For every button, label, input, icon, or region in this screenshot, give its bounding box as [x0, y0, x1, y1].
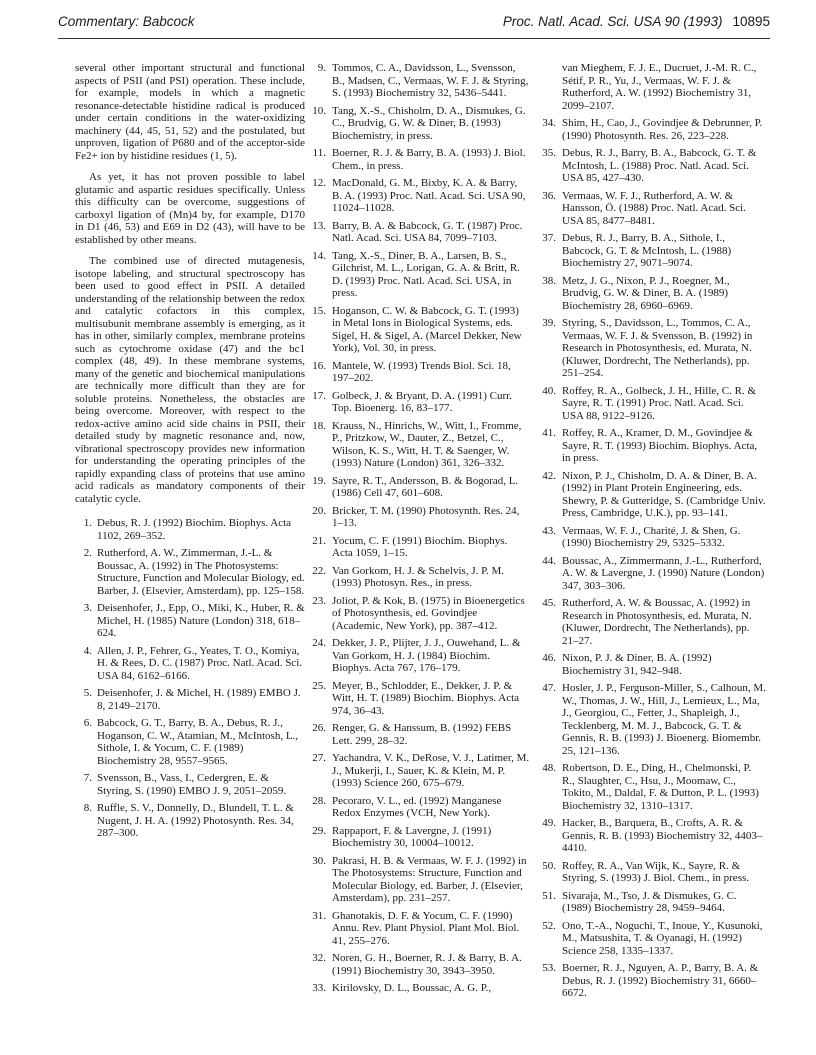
- reference-number: 20.: [312, 504, 326, 517]
- reference-number: 46.: [542, 652, 556, 664]
- reference-number: 2.: [83, 547, 92, 559]
- reference-number: 42.: [542, 469, 556, 482]
- reference-item: [308, 305, 530, 355]
- reference-item: [75, 802, 305, 840]
- reference-text: Meyer, B., Schlodder, E., Dekker, J. P. & Witt, H. T. (1989) Biochim. Biophys. Acta 974, 36–43.: [332, 679, 520, 717]
- reference-number: 19.: [312, 474, 326, 487]
- reference-number: 7.: [83, 772, 92, 784]
- reference-number: 25.: [312, 679, 326, 692]
- reference-text: Van Gorkom, H. J. & Schelvis, J. P. M. (1993) Photosyn. Res., in press.: [332, 564, 505, 589]
- reference-text: Metz, J. G., Nixon, P. J., Roegner, M., Brudvig, G. W. & Diner, B. A. (1989) Biochemistry 28, 6960–6969.: [562, 274, 730, 312]
- reference-number: 28.: [312, 794, 326, 807]
- reference-number: 45.: [542, 597, 556, 609]
- reference-number: 4.: [83, 644, 92, 657]
- reference-text: Ghanotakis, D. F. & Yocum, C. F. (1990) Annu. Rev. Plant Physiol. Plant Mol. Biol. 41, 255–276.: [332, 909, 520, 947]
- reference-item: [75, 772, 305, 797]
- reference-text: Deisenhofer, J. & Michel, H. (1989) EMBO J. 8, 2149–2170.: [97, 687, 301, 712]
- reference-number: 31.: [312, 909, 326, 922]
- reference-item: [308, 62, 530, 100]
- reference-item: [308, 795, 530, 820]
- reference-text: Boerner, R. J., Nguyen, A. P., Barry, B. A. & Debus, R. J. (1992) Biochemistry 31, 6660–6672.: [562, 962, 759, 999]
- reference-text: Nixon, P. J. & Diner, B. A. (1992) Biochemistry 31, 942–948.: [562, 652, 712, 677]
- reference-item: [308, 752, 530, 790]
- reference-text: Nixon, P. J., Chisholm, D. A. & Diner, B. A. (1992) in Plant Protein Engineering, eds. Shewry, P. & Gutteridge, S. (Cambridge Univ. Press, Cambridge, U.K.), pp. 93–141.: [562, 469, 766, 519]
- reference-item: [75, 517, 305, 542]
- reference-text: Krauss, N., Hinrichs, W., Witt, I., Fromme, P., Pritzkow, W., Dauter, Z., Betzel, C., Wilson, K. S., Witt, H. T. & Saenger, W. (1993) Nature (London) 361, 326–332.: [332, 419, 522, 469]
- header-journal-info: [503, 14, 770, 29]
- reference-item: [538, 232, 766, 270]
- column-2: [308, 62, 530, 1000]
- reference-number: 11.: [312, 147, 326, 159]
- reference-number: 34.: [542, 117, 556, 129]
- reference-item: [308, 250, 530, 300]
- reference-number: 6.: [83, 717, 92, 729]
- reference-continuation: van Mieghem, F. J. E., Ducruet, J.-M. R. C., Sétif, P. R., Yu, J., Vermaas, W. F. J. & Rutherford, A. W. (1992) Biochemistry 31, 2099–2107.: [562, 62, 757, 112]
- reference-item: [308, 147, 530, 172]
- reference-text: MacDonald, G. M., Bixby, K. A. & Barry, B. A. (1993) Proc. Natl. Acad. Sci. USA 90, 11024–11028.: [332, 177, 526, 214]
- reference-number: 38.: [542, 274, 556, 287]
- reference-item: [308, 220, 530, 245]
- reference-text: Allen, J. P., Fehrer, G., Yeates, T. O., Komiya, H. & Rees, D. C. (1987) Proc. Natl. Acad. Sci. USA 84, 6162–6166.: [97, 644, 302, 682]
- reference-item: [538, 920, 766, 958]
- reference-item: [538, 190, 766, 228]
- reference-text: Babcock, G. T., Barry, B. A., Debus, R. J., Hoganson, C. W., Atamian, M., McIntosh, L., Sithole, I. & Yocum, C. F. (1989) Biochemistry 28, 9557–9565.: [97, 717, 299, 767]
- reference-item: [538, 597, 766, 647]
- reference-item: [538, 147, 766, 185]
- reference-item: [75, 645, 305, 683]
- reference-item: [75, 602, 305, 640]
- body-paragraph: As yet, it has not proven possible to label glutamic and aspartic residues specifically. Unless this difficulty can be overcome, suggestions of carboxyl ligation of (Mn)4 by, for example, D170 in D1 (46, 53) and E69 in D2 (43), will have to be established by other means.: [75, 171, 305, 246]
- reference-text: Debus, R. J., Barry, B. A., Sithole, I., Babcock, G. T. & McIntosh, L. (1988) Biochemistry 27, 9071–9074.: [562, 232, 732, 269]
- reference-item: [308, 535, 530, 560]
- reference-number: 43.: [542, 524, 556, 537]
- reference-text: Mantele, W. (1993) Trends Biol. Sci. 18, 197–202.: [332, 359, 511, 384]
- reference-number: 23.: [312, 594, 326, 607]
- reference-text: Tang, X.-S., Diner, B. A., Larsen, B. S., Gilchrist, M. L., Lorigan, G. A. & Britt, R. D. (1993) Proc. Natl. Acad. Sci. USA, in press.: [332, 249, 520, 299]
- reference-item: [538, 762, 766, 812]
- reference-item: [538, 817, 766, 855]
- reference-number: 52.: [542, 919, 556, 932]
- reference-number: 10.: [312, 104, 326, 117]
- reference-text: Debus, R. J., Barry, B. A., Babcock, G. T. & McIntosh, L. (1988) Proc. Natl. Acad. Sci. USA 85, 427–430.: [562, 147, 757, 184]
- reference-item: [308, 952, 530, 977]
- reference-text: Tommos, C. A., Davidsson, L., Svensson, B., Madsen, C., Vermaas, W. F. J. & Styring, S. (1993) Biochemistry 32, 5436–5441.: [332, 62, 529, 99]
- reference-list: [308, 62, 530, 995]
- reference-text: Roffey, R. A., Kramer, D. M., Govindjee & Sayre, R. T. (1993) Biochim. Biophys. Acta, in press.: [562, 427, 758, 464]
- reference-text: Sivaraja, M., Tso, J. & Dismukes, G. C. (1989) Biochemistry 28, 9459–9464.: [562, 889, 737, 914]
- reference-number: 40.: [542, 384, 556, 397]
- reference-text: Roffey, R. A., Golbeck, J. H., Hille, C. R. & Sayre, R. T. (1991) Proc. Natl. Acad. Sci. USA 88, 9122–9126.: [562, 384, 757, 422]
- reference-item: [538, 275, 766, 313]
- reference-text: Barry, B. A. & Babcock, G. T. (1987) Proc. Natl. Acad. Sci. USA 84, 7099–7103.: [332, 219, 523, 244]
- reference-list: [538, 117, 766, 1000]
- reference-number: 21.: [312, 534, 326, 547]
- reference-text: Golbeck, J. & Bryant, D. A. (1991) Curr. Top. Bioenerg. 16, 83–177.: [332, 389, 512, 414]
- header-rule: [58, 38, 770, 39]
- column-1: [75, 62, 305, 845]
- running-header: [58, 14, 770, 36]
- reference-item: [538, 652, 766, 677]
- reference-text: Shim, H., Cao, J., Govindjee & Debrunner, P. (1990) Photosynth. Res. 26, 223–228.: [562, 117, 763, 142]
- reference-number: 27.: [312, 752, 326, 764]
- reference-text: Boussac, A., Zimmermann, J.-L., Rutherford, A. W. & Lavergne, J. (1990) Nature (London) 347, 303–306.: [562, 554, 765, 592]
- reference-number: 14.: [312, 249, 326, 262]
- reference-text: Kirilovsky, D. L., Boussac, A. G. P.,: [332, 982, 492, 994]
- reference-number: 47.: [542, 682, 556, 694]
- reference-number: 26.: [312, 722, 326, 734]
- reference-number: 3.: [83, 602, 92, 614]
- reference-number: 35.: [542, 147, 556, 159]
- reference-item: [308, 177, 530, 215]
- reference-item: [538, 427, 766, 465]
- reference-text: Robertson, D. E., Ding, H., Chelmonski, P. R., Slaughter, C., Hsu, J., Moomaw, C., Tokito, M., Daldal, F. & Dutton, P. L. (1993) Biochemistry 32, 1310–1317.: [562, 762, 759, 812]
- header-page-number: 10895: [732, 14, 770, 29]
- reference-text: Pakrasi, H. B. & Vermaas, W. F. J. (1992) in The Photosystems: Structure, Function and Molecular Biology, ed. Barber, J. (Elsevier, Amsterdam), pp. 231–257.: [332, 854, 527, 904]
- reference-text: Ono, T.-A., Noguchi, T., Inoue, Y., Kusunoki, M., Matsushita, T. & Oyanagi, H. (1992) Science 258, 1335–1337.: [562, 919, 763, 957]
- reference-item: [538, 860, 766, 885]
- reference-text: Hosler, J. P., Ferguson-Miller, S., Calhoun, M. W., Thomas, J. W., Hill, J., Lemieux, L., Ma, J., Georgiou, C., Fetter, J., Shapleigh, J., Tecklenberg, M. M. J., Babcock, G. T. & Gennis, R. B. (1993) J. Bioenerg. Biomembr. 25, 121–136.: [562, 682, 766, 757]
- reference-item: [75, 547, 305, 597]
- reference-number: 18.: [312, 419, 326, 432]
- reference-text: Vermaas, W. F. J., Charité, J. & Shen, G. (1990) Biochemistry 29, 5325–5332.: [562, 524, 741, 549]
- reference-text: Rutherford, A. W. & Boussac, A. (1992) in Research in Photosynthesis, ed. Murata, N. (Kluwer, Dordrecht, The Netherlands), pp. 21–27.: [562, 597, 752, 647]
- reference-item: [308, 565, 530, 590]
- reference-text: Pecoraro, V. L., ed. (1992) Manganese Redox Enzymes (VCH, New York).: [332, 794, 502, 819]
- reference-number: 13.: [312, 219, 326, 232]
- reference-number: 30.: [312, 854, 326, 867]
- reference-text: Roffey, R. A., Van Wijk, K., Sayre, R. & Styring, S. (1993) J. Biol. Chem., in press.: [562, 859, 750, 884]
- reference-number: 41.: [542, 427, 556, 439]
- reference-item: [75, 717, 305, 767]
- reference-item: [308, 360, 530, 385]
- reference-number: 53.: [542, 962, 556, 974]
- reference-item: [308, 910, 530, 948]
- reference-item: [538, 117, 766, 142]
- reference-text: Vermaas, W. F. J., Rutherford, A. W. & Hansson, Ö. (1988) Proc. Natl. Acad. Sci. USA 85, 8477–8481.: [562, 189, 746, 227]
- reference-item: [538, 470, 766, 520]
- reference-text: Rappaport, F. & Lavergne, J. (1991) Biochemistry 30, 10004–10012.: [332, 824, 492, 849]
- reference-number: 48.: [542, 762, 556, 774]
- reference-text: Joliot, P. & Kok, B. (1975) in Bioenergetics of Photosynthesis, ed. Govindjee (Academic, New York), pp. 387–412.: [332, 594, 525, 632]
- reference-item: [308, 825, 530, 850]
- reference-text: Noren, G. H., Boerner, R. J. & Barry, B. A. (1991) Biochemistry 30, 3943–3950.: [332, 952, 522, 977]
- header-journal: Proc. Natl. Acad. Sci. USA 90 (1993): [502, 14, 723, 29]
- reference-text: Debus, R. J. (1992) Biochim. Biophys. Acta 1102, 269–352.: [97, 517, 292, 542]
- reference-number: 49.: [542, 817, 556, 829]
- reference-item: [308, 420, 530, 470]
- reference-number: 29.: [312, 824, 326, 837]
- reference-item: [308, 722, 530, 747]
- reference-item: [538, 385, 766, 423]
- reference-number: 12.: [312, 177, 326, 189]
- reference-list: [75, 517, 305, 840]
- reference-number: 5.: [83, 687, 92, 699]
- reference-number: 36.: [542, 189, 556, 202]
- reference-text: Bricker, T. M. (1990) Photosynth. Res. 24, 1–13.: [332, 504, 520, 529]
- reference-item: [538, 890, 766, 915]
- reference-item: [308, 595, 530, 633]
- reference-number: 17.: [312, 389, 326, 402]
- body-paragraph: The combined use of directed mutagenesis, isotope labeling, and structural spectroscopy has been used to good effect in PSII. A detailed understanding of the relationship between the redox and catalytic cofactors in this complex, multisubunit membrane assembly is emerging, as it has in other, similarly complex, membrane proteins such as cytochrome oxidase (47) and the bc1 complex (48, 49). In these membrane systems, many of the genetic and biochemical manipulations are technically more difficult than they are for soluble proteins. Nonetheless, the obstacles are being overcome. Moreover, with respect to the redox-active amino acid side chains in PSII, their detailed study by magnetic resonance and, now, vibrational spectroscopy provides new information for understanding the operating principles of the rapidly expanding class of proteins that use amino acid radicals as mandatory components of their catalytic cycle.: [75, 255, 305, 505]
- reference-text: Dekker, J. P., Plijter, J. J., Ouwehand, L. & Van Gorkom, H. J. (1984) Biochim. Biophys. Acta 767, 176–179.: [332, 637, 521, 674]
- reference-item: [538, 525, 766, 550]
- reference-item: [538, 962, 766, 1000]
- reference-number: 22.: [312, 564, 326, 577]
- reference-text: Rutherford, A. W., Zimmerman, J.-L. & Boussac, A. (1992) in The Photosystems: Structure, Function and Molecular Biology, ed. Barber, J. (Elsevier, Amsterdam), pp. 125–158.: [97, 547, 305, 597]
- reference-item: [308, 982, 530, 995]
- reference-item: [308, 637, 530, 675]
- reference-number: 37.: [542, 232, 556, 244]
- reference-number: 44.: [542, 554, 556, 567]
- reference-number: 32.: [312, 952, 326, 964]
- reference-number: 39.: [542, 317, 556, 329]
- reference-item: [308, 680, 530, 718]
- reference-text: Deisenhofer, J., Epp, O., Miki, K., Huber, R. & Michel, H. (1985) Nature (London) 318, 618–624.: [97, 602, 305, 639]
- reference-item: [308, 105, 530, 143]
- reference-text: Svensson, B., Vass, I., Cedergren, E. & Styring, S. (1990) EMBO J. 9, 2051–2059.: [97, 772, 287, 797]
- reference-item: [308, 855, 530, 905]
- reference-text: Yachandra, V. K., DeRose, V. J., Latimer, M. J., Mukerji, I., Sauer, K. & Klein, M. P. (1993) Science 260, 675–679.: [332, 752, 530, 789]
- reference-number: 9.: [317, 62, 326, 74]
- reference-text: Tang, X.-S., Chisholm, D. A., Dismukes, G. C., Brudvig, G. W. & Diner, B. (1993) Biochemistry, in press.: [332, 104, 526, 142]
- reference-item: [75, 687, 305, 712]
- reference-item: [308, 505, 530, 530]
- reference-item: [538, 317, 766, 380]
- reference-text: Hoganson, C. W. & Babcock, G. T. (1993) in Metal Ions in Biological Systems, eds. Sigel, H. & Sigel, A. (Marcel Dekker, New York), Vol. 30, in press.: [332, 304, 522, 354]
- reference-text: Styring, S., Davidsson, L., Tommos, C. A., Vermaas, W. F. J. & Svensson, B. (1992) in Research in Photosynthesis, ed. Murata, N. (Kluwer, Dordrecht, The Netherlands), pp. 251–254.: [562, 317, 753, 379]
- header-section-title: Commentary: Babcock: [58, 14, 195, 29]
- reference-text: Sayre, R. T., Andersson, B. & Bogorad, L. (1986) Cell 47, 601–608.: [332, 474, 519, 499]
- body-paragraph: several other important structural and functional aspects of PSII (and PSI) operation. These include, for example, models in which a magnetic resonance-detectable histidine radical is produced under certain conditions in the water-oxidizing machinery (44, 45, 51, 52) and the postulated, but unproven, ligation of P680 and of the acceptor-side Fe2+ ion by histidine residues (1, 5).: [75, 62, 305, 162]
- reference-number: 1.: [83, 517, 92, 529]
- reference-text: Ruffle, S. V., Donnelly, D., Blundell, T. L. & Nugent, J. H. A. (1992) Photosynth. Res. 34, 287–300.: [97, 802, 294, 839]
- reference-number: 16.: [312, 359, 326, 372]
- reference-item: [308, 390, 530, 415]
- reference-text: Boerner, R. J. & Barry, B. A. (1993) J. Biol. Chem., in press.: [332, 147, 526, 172]
- reference-number: 24.: [312, 637, 326, 649]
- column-3: [538, 62, 766, 1005]
- reference-text: Yocum, C. F. (1991) Biochim. Biophys. Acta 1059, 1–15.: [332, 534, 508, 559]
- reference-number: 15.: [312, 304, 326, 317]
- reference-item: [538, 555, 766, 593]
- reference-item: [538, 682, 766, 757]
- reference-item: [308, 475, 530, 500]
- reference-number: 33.: [312, 982, 326, 994]
- reference-number: 8.: [83, 802, 92, 814]
- reference-number: 50.: [542, 859, 556, 872]
- reference-text: Renger, G. & Hanssum, B. (1992) FEBS Lett. 299, 28–32.: [332, 722, 512, 747]
- reference-text: Hacker, B., Barquera, B., Crofts, A. R. & Gennis, R. B. (1993) Biochemistry 32, 4403–4410.: [562, 817, 763, 854]
- reference-number: 51.: [542, 889, 556, 902]
